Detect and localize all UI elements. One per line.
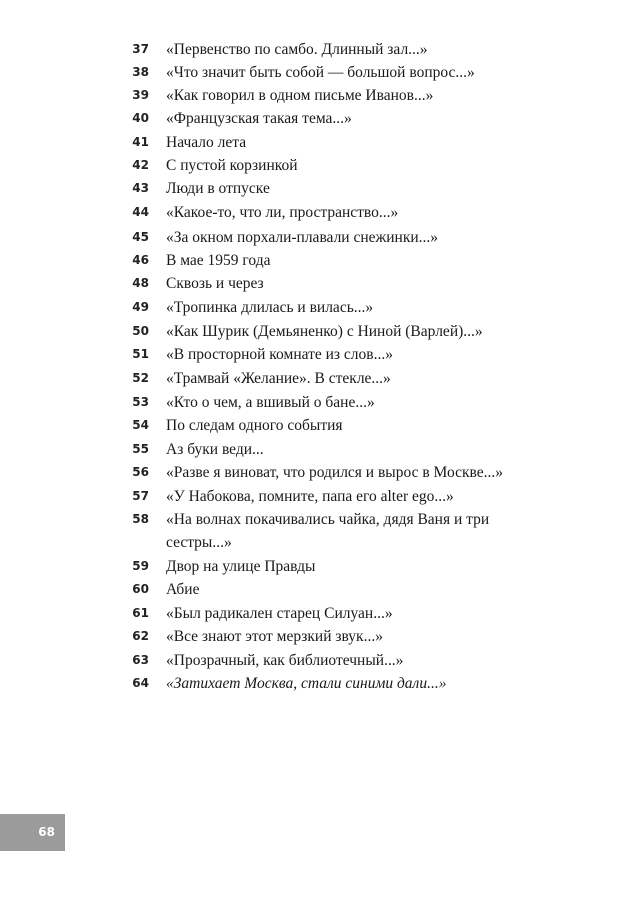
toc-page-number: 42	[132, 158, 149, 172]
toc-title: «Как говорил в одном письме Иванов...»	[166, 87, 434, 104]
toc-title: «У Набокова, помните, папа его alter ego...»	[166, 488, 454, 505]
page-number-tab	[0, 814, 65, 851]
toc-page-number: 60	[132, 582, 149, 596]
toc-page-number: 39	[132, 88, 149, 102]
toc-title: «Первенство по самбо. Длинный зал...»	[166, 41, 428, 58]
toc-title: С пустой корзинкой	[166, 157, 298, 174]
toc-title: В мае 1959 года	[166, 252, 271, 269]
toc-page-number: 44	[132, 205, 149, 219]
toc-title: «Прозрачный, как библиотечный...»	[166, 652, 404, 669]
toc-page-number: 50	[132, 324, 149, 338]
toc-title: «За окном порхали-плавали снежинки...»	[166, 229, 439, 246]
toc-title: Начало лета	[166, 134, 247, 151]
toc-page-number: 45	[132, 230, 149, 244]
toc-title: «На волнах покачивались чайка, дядя Ваня и три сестры...»	[166, 511, 490, 551]
toc-page-number: 55	[132, 442, 149, 456]
toc-page-number: 61	[132, 606, 149, 620]
toc-page-number: 63	[132, 653, 149, 667]
toc-title: «Какое-то, что ли, пространство...»	[166, 204, 399, 221]
toc-page-number: 41	[132, 135, 149, 149]
toc-page-number: 37	[132, 42, 149, 56]
toc-page-number: 46	[132, 253, 149, 267]
toc-title: Аз буки веди...	[166, 441, 264, 458]
toc-page-number: 57	[132, 489, 149, 503]
toc-page-number: 58	[132, 512, 149, 526]
toc-title: «Что значит быть собой — большой вопрос...»	[166, 64, 475, 81]
toc-title: «Все знают этот мерзкий звук...»	[166, 628, 383, 645]
toc-title: «В просторной комнате из слов...»	[166, 346, 393, 363]
toc-title: «Французская такая тема...»	[166, 110, 352, 127]
toc-title: «Как Шурик (Демьяненко) с Ниной (Варлей)...»	[166, 323, 483, 340]
toc-title: Люди в отпуске	[166, 180, 270, 197]
toc-title: «Был радикален старец Силуан...»	[166, 605, 393, 622]
page-number: 68	[38, 825, 55, 839]
toc-title: «Трамвай «Желание». В стекле...»	[166, 370, 391, 387]
toc-page-number: 56	[132, 465, 149, 479]
toc-page-number: 40	[132, 111, 149, 125]
toc-page-number: 59	[132, 559, 149, 573]
toc-title: Абие	[166, 581, 200, 598]
toc-page-number: 51	[132, 347, 149, 361]
toc-title: Двор на улице Правды	[166, 558, 316, 575]
toc-page-number: 62	[132, 629, 149, 643]
toc-title: По следам одного события	[166, 417, 343, 434]
toc-page-number: 52	[132, 371, 149, 385]
toc-title: Сквозь и через	[166, 275, 264, 292]
toc-title: «Затихает Москва, стали синими дали...»	[166, 675, 447, 692]
toc-page-number: 53	[132, 395, 149, 409]
toc-page-number: 38	[132, 65, 149, 79]
toc-title: «Тропинка длилась и вилась...»	[166, 299, 374, 316]
toc-page-number: 49	[132, 300, 149, 314]
toc-title: «Кто о чем, а вшивый о бане...»	[166, 394, 375, 411]
toc-page-number: 43	[132, 181, 149, 195]
toc-title: «Разве я виноват, что родился и вырос в Москве...»	[166, 464, 503, 481]
toc-page-number: 54	[132, 418, 149, 432]
toc-page-number: 64	[132, 676, 149, 690]
toc-page-number: 48	[132, 276, 149, 290]
